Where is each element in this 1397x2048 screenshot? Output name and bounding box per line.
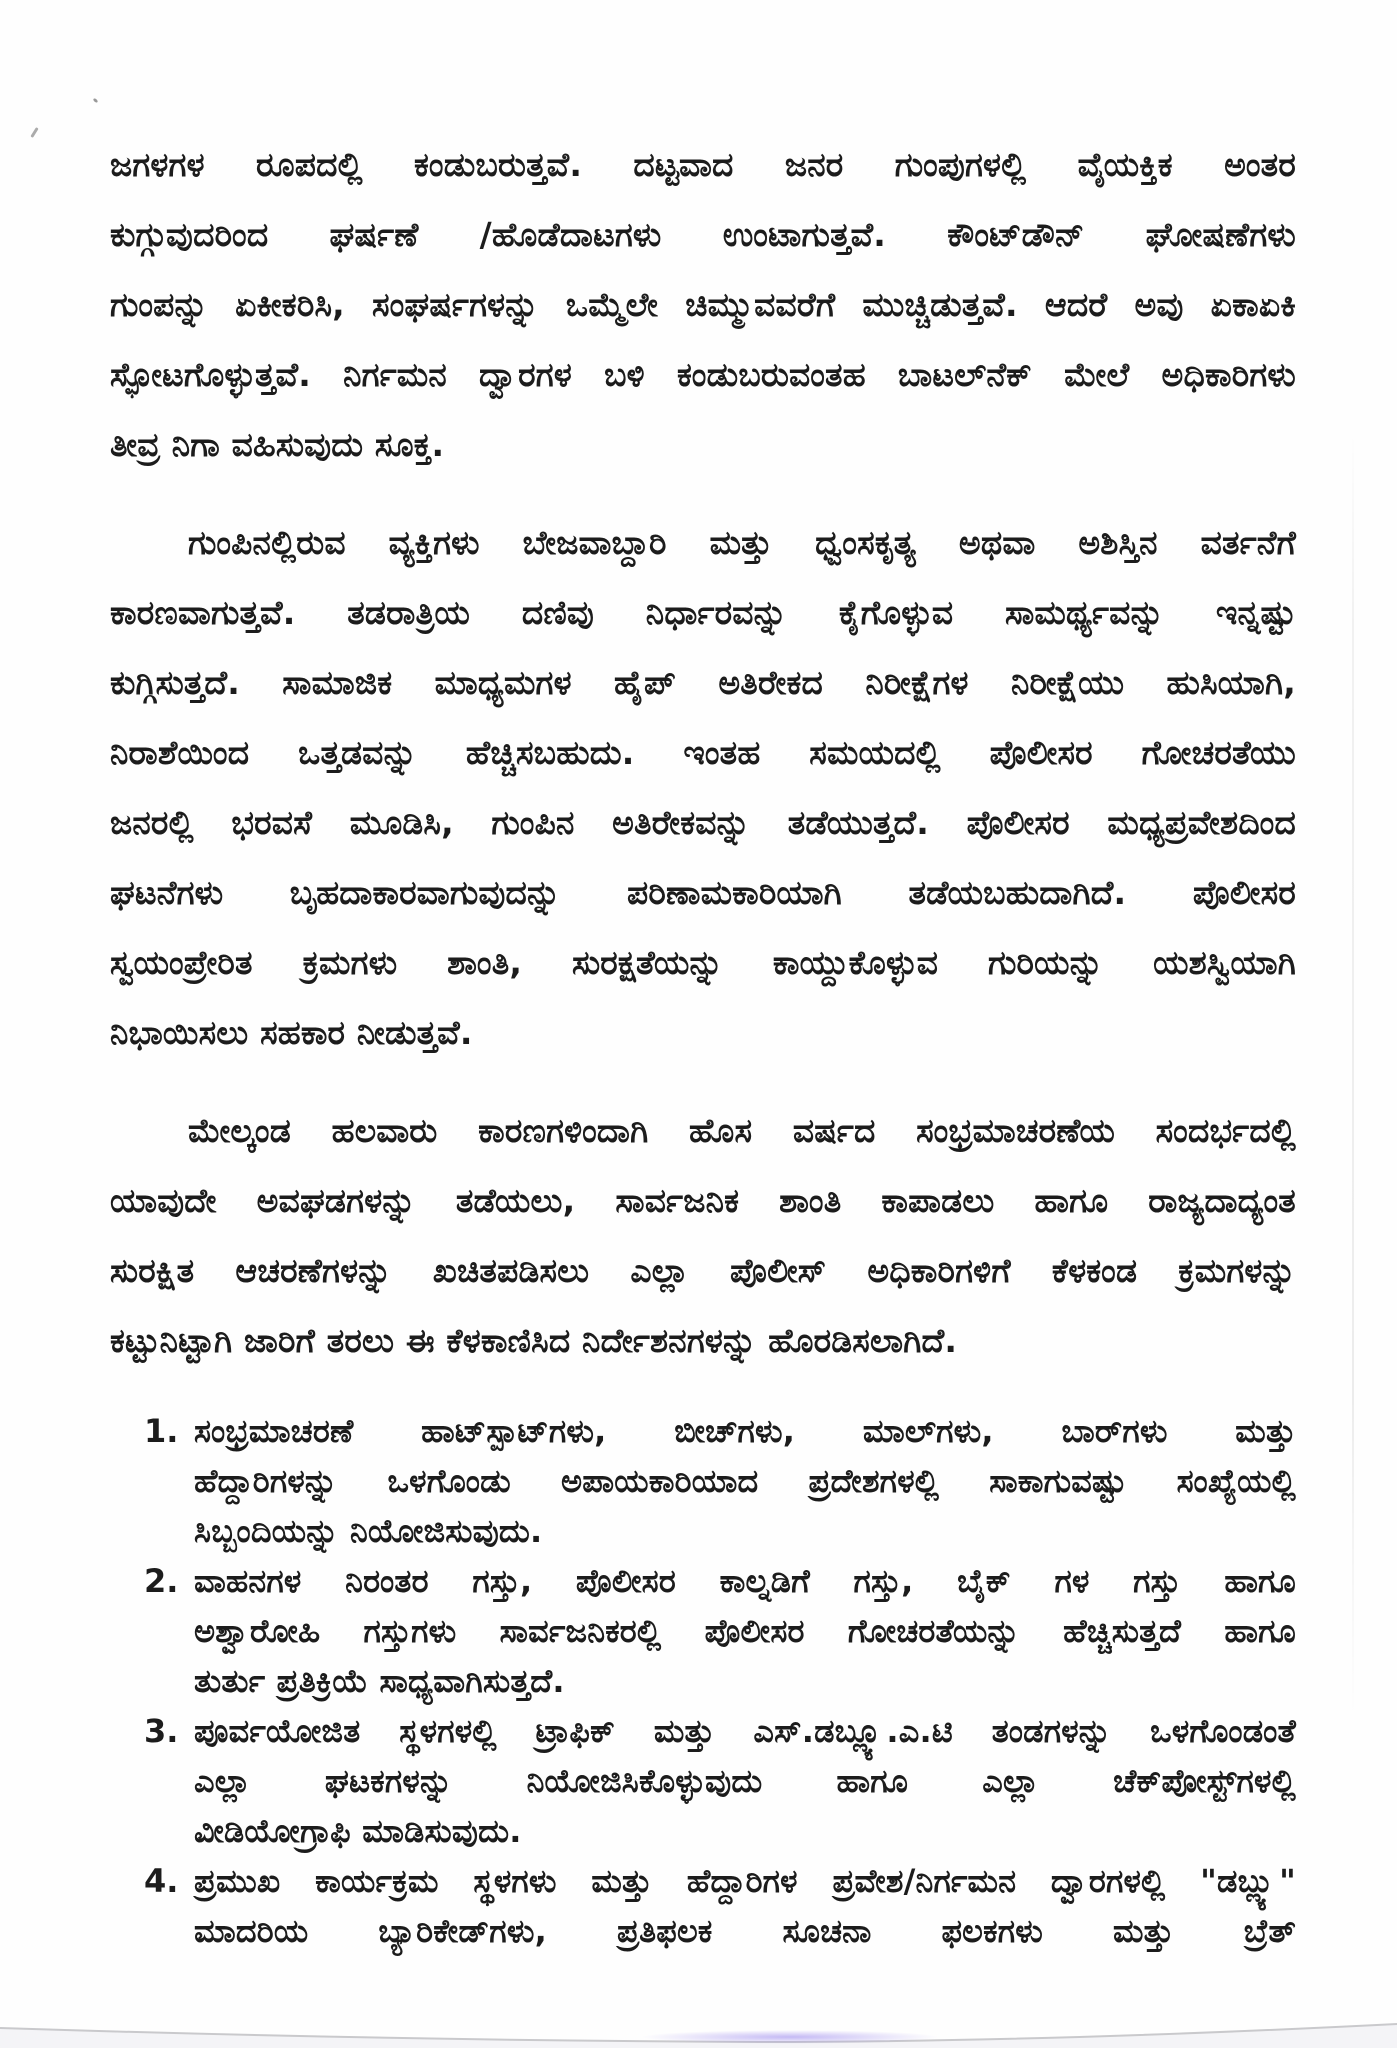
list-number: 1. [144, 1412, 179, 1450]
text-line: ಘಟನೆಗಳು ಬೃಹದಾಕಾರವಾಗುವುದನ್ನು ಪರಿಣಾಮಕಾರಿಯಾಗಿ ತಡೆಯಬಹುದಾಗಿದೆ. ಪೊಲೀಸರ [110, 873, 1296, 912]
paragraph-3 [110, 1096, 1296, 1376]
text-line: ಕಾರಣವಾಗುತ್ತವೆ. ತಡರಾತ್ರಿಯ ದಣಿವು ನಿರ್ಧಾರವನ್ನು ಕೈಗೊಳ್ಳುವ ಸಾಮರ್ಥ್ಯವನ್ನು ಇನ್ನಷ್ಟು [110, 593, 1296, 632]
list-item-3 [144, 1706, 1296, 1856]
list-number: 3. [144, 1712, 179, 1750]
paragraph-1 [110, 130, 1296, 480]
list-number: 2. [144, 1562, 179, 1600]
text-line: ಜನರಲ್ಲಿ ಭರವಸೆ ಮೂಡಿಸಿ, ಗುಂಪಿನ ಅತಿರೇಕವನ್ನು ತಡೆಯುತ್ತದೆ. ಪೊಲೀಸರ ಮಧ್ಯಪ್ರವೇಶದಿಂದ [110, 803, 1296, 842]
text-line: ಕುಗ್ಗಿಸುತ್ತದೆ. ಸಾಮಾಜಿಕ ಮಾಧ್ಯಮಗಳ ಹೈಪ್ ಅತಿರೇಕದ ನಿರೀಕ್ಷೆಗಳ ನಿರೀಕ್ಷೆಯು ಹುಸಿಯಾಗಿ, [110, 663, 1296, 702]
text-line: ಪೂರ್ವಯೋಜಿತ ಸ್ಥಳಗಳಲ್ಲಿ ಟ್ರಾಫಿಕ್ ಮತ್ತು ಎಸ್.ಡಬ್ಲ್ಯೂ.ಎ.ಟಿ ತಂಡಗಳನ್ನು ಒಳಗೊಂಡಂತೆ [194, 1712, 1296, 1750]
directives-list [144, 1406, 1296, 1956]
text-line: ಸಂಭ್ರಮಾಚರಣೆ ಹಾಟ್‌ಸ್ಪಾಟ್‌ಗಳು, ಬೀಚ್‌ಗಳು, ಮಾಲ್‌ಗಳು, ಬಾರ್‌ಗಳು ಮತ್ತು [194, 1412, 1296, 1450]
list-item-1 [144, 1406, 1296, 1556]
list-number: 4. [144, 1862, 179, 1900]
text-line: ಸಿಬ್ಬಂದಿಯನ್ನು ನಿಯೋಜಿಸುವುದು. [194, 1512, 543, 1550]
text-line: ವಾಹನಗಳ ನಿರಂತರ ಗಸ್ತು, ಪೊಲೀಸರ ಕಾಲ್ನಡಿಗೆ ಗಸ್ತು, ಬೈಕ್ ಗಳ ಗಸ್ತು ಹಾಗೂ [194, 1562, 1296, 1600]
text-line: ಗುಂಪನ್ನು ಏಕೀಕರಿಸಿ, ಸಂಘರ್ಷಗಳನ್ನು ಒಮ್ಮೆಲೇ ಚಿಮ್ಮುವವರೆಗೆ ಮುಚ್ಚಿಡುತ್ತವೆ. ಆದರೆ ಅವು ಏಕಾಏಕಿ [110, 285, 1296, 324]
text-line: ಸ್ವಯಂಪ್ರೇರಿತ ಕ್ರಮಗಳು ಶಾಂತಿ, ಸುರಕ್ಷತೆಯನ್ನು ಕಾಯ್ದುಕೊಳ್ಳುವ ಗುರಿಯನ್ನು ಯಶಸ್ವಿಯಾಗಿ [110, 943, 1296, 982]
text-line: ಮೇಲ್ಕಂಡ ಹಲವಾರು ಕಾರಣಗಳಿಂದಾಗಿ ಹೊಸ ವರ್ಷದ ಸಂಭ್ರಮಾಚರಣೆಯ ಸಂದರ್ಭದಲ್ಲಿ [188, 1111, 1296, 1150]
text-line: ಮಾದರಿಯ ಬ್ಯಾರಿಕೇಡ್‌ಗಳು, ಪ್ರತಿಫಲಕ ಸೂಚನಾ ಫಲಕಗಳು ಮತ್ತು ಬ್ರೆತ್ [194, 1912, 1296, 1950]
text-line: ಪ್ರಮುಖ ಕಾರ್ಯಕ್ರಮ ಸ್ಥಳಗಳು ಮತ್ತು ಹೆದ್ದಾರಿಗಳ ಪ್ರವೇಶ/ನಿರ್ಗಮನ ದ್ವಾರಗಳಲ್ಲಿ "ಡಬ್ಲ್ಯು" [194, 1862, 1296, 1900]
text-line: ಜಗಳಗಳ ರೂಪದಲ್ಲಿ ಕಂಡುಬರುತ್ತವೆ. ದಟ್ಟವಾದ ಜನರ ಗುಂಪುಗಳಲ್ಲಿ ವೈಯಕ್ತಿಕ ಅಂತರ [110, 145, 1296, 184]
document-body [110, 130, 1296, 1956]
text-line: ನಿರಾಶೆಯಿಂದ ಒತ್ತಡವನ್ನು ಹೆಚ್ಚಿಸಬಹುದು. ಇಂತಹ ಸಮಯದಲ್ಲಿ ಪೊಲೀಸರ ಗೋಚರತೆಯು [110, 733, 1296, 772]
list-item-2 [144, 1556, 1296, 1706]
scan-tint-smudge [640, 2030, 940, 2044]
text-line: ತೀವ್ರ ನಿಗಾ ವಹಿಸುವುದು ಸೂಕ್ತ. [110, 425, 445, 464]
scan-speck [30, 127, 38, 138]
scan-speck [93, 98, 99, 104]
list-item-4 [144, 1856, 1296, 1956]
text-line: ಕಟ್ಟುನಿಟ್ಟಾಗಿ ಜಾರಿಗೆ ತರಲು ಈ ಕೆಳಕಾಣಿಸಿದ ನಿರ್ದೇಶನಗಳನ್ನು ಹೊರಡಿಸಲಾಗಿದೆ. [110, 1321, 958, 1360]
text-line: ಸ್ಫೋಟಗೊಳ್ಳುತ್ತವೆ. ನಿರ್ಗಮನ ದ್ವಾರಗಳ ಬಳಿ ಕಂಡುಬರುವಂತಹ ಬಾಟಲ್‌ನೆಕ್ ಮೇಲೆ ಅಧಿಕಾರಿಗಳು [110, 355, 1296, 394]
text-line: ತುರ್ತು ಪ್ರತಿಕ್ರಿಯೆ ಸಾಧ್ಯವಾಗಿಸುತ್ತದೆ. [194, 1662, 565, 1700]
text-line: ಯಾವುದೇ ಅವಘಡಗಳನ್ನು ತಡೆಯಲು, ಸಾರ್ವಜನಿಕ ಶಾಂತಿ ಕಾಪಾಡಲು ಹಾಗೂ ರಾಜ್ಯದಾದ್ಯಂತ [110, 1181, 1296, 1220]
text-line: ಸುರಕ್ಷಿತ ಆಚರಣೆಗಳನ್ನು ಖಚಿತಪಡಿಸಲು ಎಲ್ಲಾ ಪೊಲೀಸ್ ಅಧಿಕಾರಿಗಳಿಗೆ ಕೆಳಕಂಡ ಕ್ರಮಗಳನ್ನು [110, 1251, 1296, 1290]
text-line: ನಿಭಾಯಿಸಲು ಸಹಕಾರ ನೀಡುತ್ತವೆ. [110, 1013, 473, 1052]
paragraph-2 [110, 508, 1296, 1068]
scan-crease [1352, 430, 1354, 1720]
text-line: ಎಲ್ಲಾ ಘಟಕಗಳನ್ನು ನಿಯೋಜಿಸಿಕೊಳ್ಳುವುದು ಹಾಗೂ ಎಲ್ಲಾ ಚೆಕ್‌ಪೋಸ್ಟ್‌ಗಳಲ್ಲಿ [194, 1762, 1296, 1800]
text-line: ಕುಗ್ಗುವುದರಿಂದ ಘರ್ಷಣೆ /ಹೊಡೆದಾಟಗಳು ಉಂಟಾಗುತ್ತವೆ. ಕೌಂಟ್‌ಡೌನ್ ಘೋಷಣೆಗಳು [110, 215, 1296, 254]
text-line: ಹೆದ್ದಾರಿಗಳನ್ನು ಒಳಗೊಂಡು ಅಪಾಯಕಾರಿಯಾದ ಪ್ರದೇಶಗಳಲ್ಲಿ ಸಾಕಾಗುವಷ್ಟು ಸಂಖ್ಯೆಯಲ್ಲಿ [194, 1462, 1296, 1500]
text-line: ಗುಂಪಿನಲ್ಲಿರುವ ವ್ಯಕ್ತಿಗಳು ಬೇಜವಾಬ್ದಾರಿ ಮತ್ತು ಧ್ವಂಸಕೃತ್ಯ ಅಥವಾ ಅಶಿಸ್ತಿನ ವರ್ತನೆಗೆ [188, 523, 1296, 562]
text-line: ಅಶ್ವಾರೋಹಿ ಗಸ್ತುಗಳು ಸಾರ್ವಜನಿಕರಲ್ಲಿ ಪೊಲೀಸರ ಗೋಚರತೆಯನ್ನು ಹೆಚ್ಚಿಸುತ್ತದೆ ಹಾಗೂ [194, 1612, 1296, 1650]
text-line: ವೀಡಿಯೋಗ್ರಾಫಿ ಮಾಡಿಸುವುದು. [194, 1812, 522, 1850]
